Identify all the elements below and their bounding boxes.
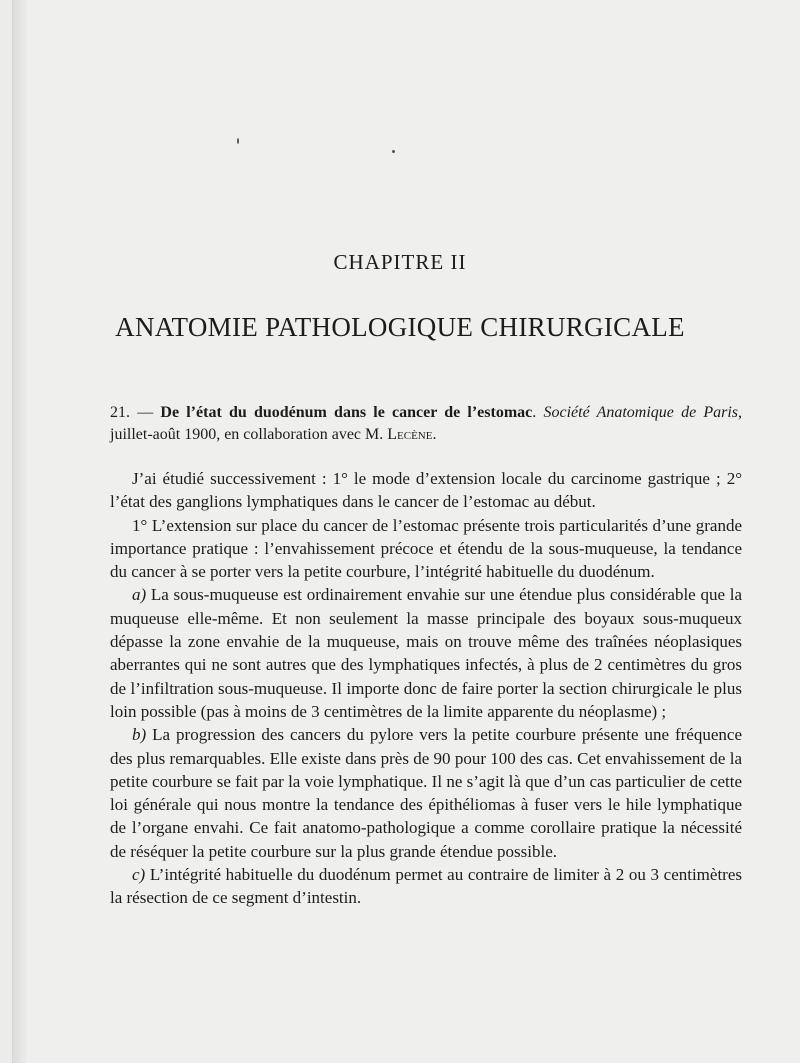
page-gutter-shadow [13,0,27,1063]
paragraph-a [110,583,742,723]
body-text [110,467,742,910]
paragraph-b-text: La progression des cancers du pylore vers la petite courbure présente une fréquence des plus remarquables. Elle existe dans près de 90 pour 100 des cas. Cet envahissement de la petite courbure se fait par la voie lymphatique. Il ne s’agit là que d’un cas particulier de cette loi générale qui nous montre la tendance des épithéliomas à fuser vers le hile lymphatique de l’organe envahi. Ce fait anatomo-pathologique a comme corollaire pratique la nécessité de réséquer la petite courbure sur la plus grande étendue possible. [110,725,742,861]
item-marker-a: a) [132,585,147,605]
entry-date: , juillet-août 1900, en collaboration avec M. [110,404,743,443]
entry-journal: Société Anatomique de Paris [543,404,739,421]
paragraph-intro: J’ai étudié successivement : 1° le mode d’extension locale du carcinome gastrique ; 2° l’état des ganglions lymphatiques dans le cancer de l’estomac au début. [110,469,742,512]
entry-heading [110,402,742,446]
print-speck [237,138,239,144]
entry-author: Lecène [387,426,433,443]
entry-title-end: . [532,404,544,421]
entry-end: . [432,426,437,443]
chapter-label: CHAPITRE II [333,250,467,274]
paragraph-1: 1° L’extension sur place du cancer de l’estomac présente trois particularités d’une grande importance pratique : l’envahissement précoce et étendu de la sous-muqueuse, la tendance du cancer à se porter vers la petite courbure, l’intégrité habituelle du duodénum. [110,515,742,582]
entry-number: 21. [110,404,130,421]
paragraph-c [110,863,742,910]
paragraph-c-text: L’intégrité habituelle du duodénum permet au contraire de limiter à 2 ou 3 centimètres la résection de ce segment d’intestin. [110,865,742,908]
paragraph-a-text: La sous-muqueuse est ordinairement envahie sur une étendue plus considérable que la muqueuse elle-même. Et non seulement la masse principale des boyaux sous-muqueux dépasse la zone envahie de la muqueuse, mais on trouve même des traînées néoplasiques aberrantes qui ne sont autres que des lymphatiques infectés, à plus de 2 centimètres du gros de l’infiltration sous-muqueuse. Il importe donc de faire porter la section chirurgicale le plus loin possible (pas à moins de 3 centimètres de la limite apparente du néoplasme) ; [110,585,742,721]
entry-title: De l’état du duodénum dans le cancer de l’estomac [160,404,533,421]
entry-dash: — [130,404,161,421]
print-speck [392,150,395,153]
paragraph-b [110,723,742,863]
item-marker-b: b) [132,725,147,745]
item-marker-c: c) [132,865,146,885]
chapter-title: ANATOMIE PATHOLOGIQUE CHIRURGICALE [115,312,685,342]
